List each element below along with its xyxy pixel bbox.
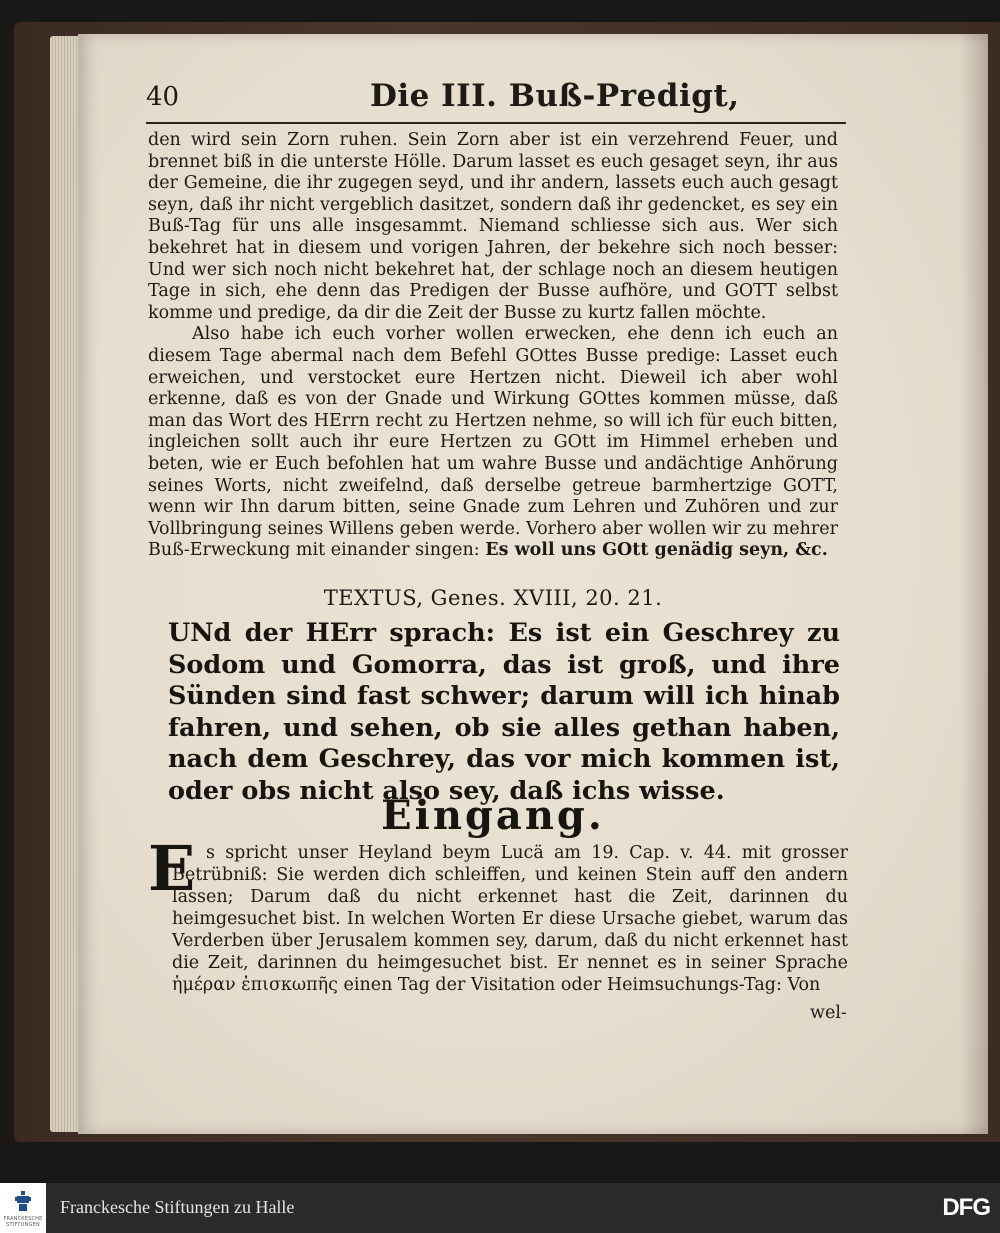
running-head: Die III. Buß-Predigt, xyxy=(370,78,740,114)
intro-text xyxy=(172,842,848,996)
header-rule xyxy=(146,122,846,124)
paragraph-1: den wird sein Zorn ruhen. Sein Zorn aber ist ein verzehrend Feuer, und brennet biß in die unterste Hölle. Darum lasset es euch gesaget seyn, ihr aus der Gemeine, die ihr zugegen seyd, und ihr andern, lassets euch auch gesagt seyn, daß ihr nicht vergeblich dasitzet, sondern daß ihr gedencket, es sey ein Buß-Tag für uns alle insgesammt. Niemand schliesse sich aus. Wer sich bekehret hat in diesem und vorigen Jahren, der bekehre sich noch besser: Und wer sich noch nicht bekehret hat, der schlage noch an diesem heutigen Tage in sich, ehe denn das Predigen der Busse aufhöre, und GOTT selbst komme und predige, da dir die Zeit der Busse zu kurtz fallen möchte. xyxy=(148,130,838,323)
viewer-footer xyxy=(0,1183,1000,1233)
dfg-logo[interactable]: DFG xyxy=(942,1194,990,1221)
paragraph-2-text: Also habe ich euch vorher wollen erwecken, ehe denn ich euch an diesem Tage abermal nach dem Befehl GOttes Busse predige: Lasset euch erweichen, und verstocket eure Hertzen nicht. Dieweil ich aber wohl erkenne, daß es von der Gnade und Wirkung GOttes kommen müsse, daß man das Wort des HErrn recht zu Hertzen nehme, so will ich für euch bitten, ingleichen sollt auch ihr eure Hertzen zu GOtt im Himmel erheben und beten, wie er Euch befohlen hat um wahre Busse und andächtige Anhörung seines Worts, nicht zweifelnd, daß derselbe getreue barmhertzige GOTT, wenn wir Ihn darum bitten, seine Gnade zum Lehren und Zuhören und zur Vollbringung seines Willens geben werde. Vorhero aber wollen wir zu mehrer Buß-Erweckung mit einander singen: xyxy=(148,324,838,561)
logo-caption: FRANCKESCHE STIFTUNGEN xyxy=(3,1216,43,1228)
intro-paragraph: s spricht unser Heyland beym Lucä am 19. Cap. v. 44. mit grosser Betrübniß: Sie werden dich schleiffen, und keinen Stein auff den andern lassen; Darum daß du nicht erkennet hast die Zeit, darinnen du heimgesuchet bist. In welchen Worten Er diese Ursache giebet, warum das Verderben über Jerusalem kommen sey, darum, daß du nicht erkennet hast die Zeit, darinnen du heimgesuchet bist. Er nennet es in seiner Sprache ἡμέραν ἐπισκωπῆς einen Tag der Visitation oder Heimsuchungs-Tag: Von xyxy=(172,843,848,995)
body-text xyxy=(148,130,838,562)
paragraph-2 xyxy=(148,324,838,562)
institution-name[interactable]: Franckesche Stiftungen zu Halle xyxy=(60,1197,295,1217)
textus-heading: TEXTUS, Genes. XVIII, 20. 21. xyxy=(323,586,663,610)
hymn-title: Es woll uns GOtt genädig seyn, &c. xyxy=(485,540,828,561)
catchword: wel- xyxy=(810,1003,847,1023)
eagle-logo-icon xyxy=(15,1191,31,1213)
institution-logo[interactable] xyxy=(0,1183,46,1233)
gutter-shadow xyxy=(960,34,988,1134)
scripture-text: UNd der HErr sprach: Es ist ein Geschrey zu Sodom und Gomorra, das ist groß, und ihre Sünden sind fast schwer; darum will ich hinab fahren, und sehen, ob sie alles gethan haben, nach dem Geschrey, das vor mich kommen ist, oder obs nicht also sey, daß ichs wisse. xyxy=(168,618,840,806)
drop-cap: E xyxy=(148,832,196,905)
section-title: Eingang. xyxy=(381,792,605,839)
page-number: 40 xyxy=(146,82,180,112)
